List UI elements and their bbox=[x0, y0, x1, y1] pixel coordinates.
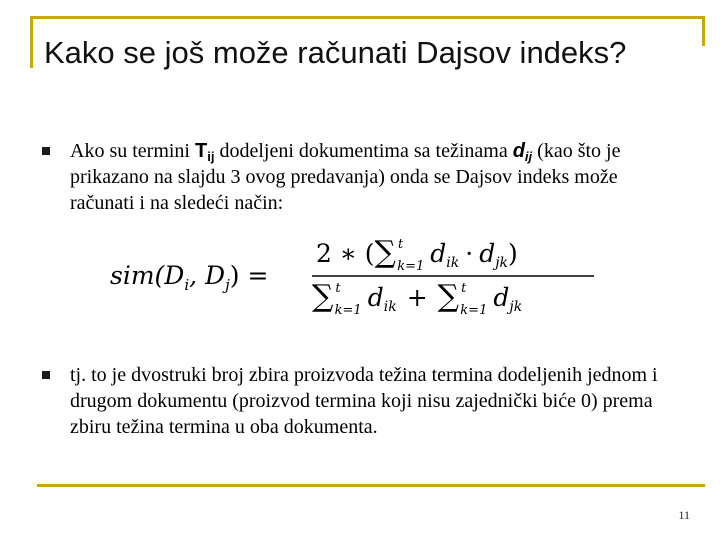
bullet-1-seg2: dodeljeni dokumentima sa težinama bbox=[214, 140, 513, 162]
bullet-square-icon bbox=[42, 147, 50, 155]
formula-denominator: ∑ $^t$ k=1 $d_{ik}$ + ∑ $^t$ k=1 $d_{jk}$ bbox=[312, 279, 523, 318]
frame-right-rule bbox=[702, 16, 705, 46]
weight-symbol: $d_{ij}$ bbox=[512, 140, 533, 164]
bullet-square-icon bbox=[42, 371, 50, 379]
bullet-text-1 bbox=[70, 138, 680, 216]
bullet-1-seg1: Ako su termini bbox=[70, 140, 195, 162]
formula-numerator: 2 ∗ (∑ $^t$ k=1 $d_{ik} \cdot d_{jk}$) bbox=[316, 235, 518, 274]
page-number: 11 bbox=[678, 508, 690, 522]
term-symbol: $T_{ij}$ bbox=[195, 140, 215, 164]
dice-formula bbox=[108, 226, 608, 326]
frame-bottom-rule bbox=[37, 484, 705, 487]
formula-lhs: $sim(D_i$, $D_j$) = bbox=[110, 261, 269, 294]
frame-left-rule bbox=[30, 16, 33, 68]
bullet-1-seg3: (kao što je prikazano na slajdu 3 ovog predavanja) onda se Dajsov indeks može računati i na sledeći način: bbox=[70, 140, 621, 214]
slide-title: Kako se još može računati Dajsov indeks? bbox=[44, 35, 627, 70]
bullet-text-2: tj. to je dvostruki broj zbira proizvoda težina termina dodeljenih jednom i drugom dokumentu (proizvod termina koji nisu zajednički biće 0) prema zbiru težina termina u oba dokumenta. bbox=[70, 364, 658, 438]
frame-top-rule bbox=[30, 16, 705, 19]
